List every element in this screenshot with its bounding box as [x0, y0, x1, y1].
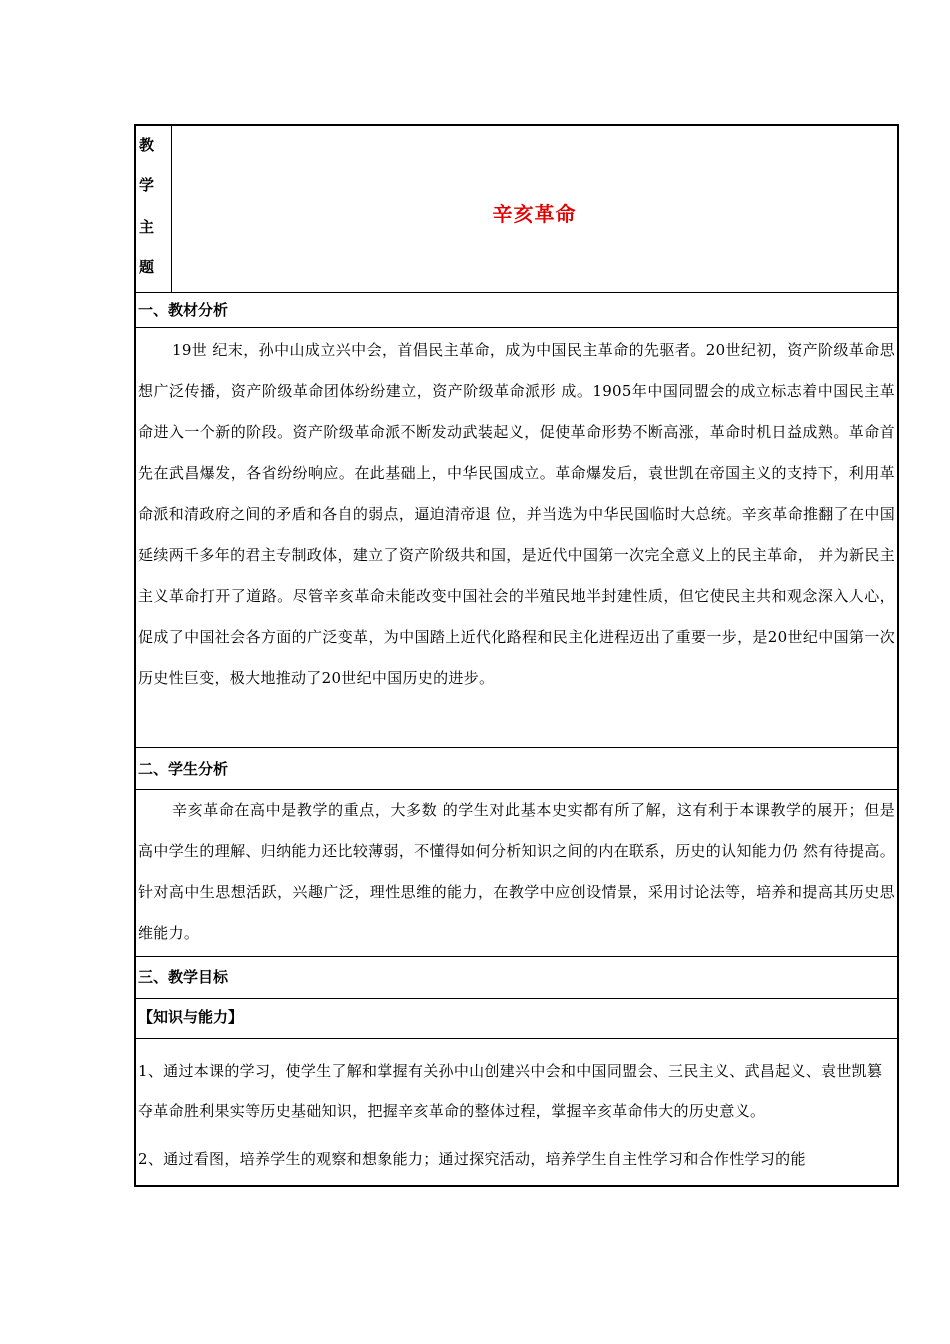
material-body-row [136, 328, 897, 748]
goal-item-1: 1、通过本课的学习，使学生了解和掌握有关孙中山创建兴中会和中国同盟会、三民主义、武昌起义、袁世凯篡夺革命胜利果实等历史基础知识，把握辛亥革命的整体过程，掌握辛亥革命伟大的历史意义。 [138, 1062, 883, 1120]
goals-heading-row [136, 957, 897, 999]
topic-label [136, 126, 172, 292]
goals-body [136, 1039, 897, 1179]
topic-label-char: 题 [139, 258, 155, 276]
lesson-title: 辛亥革命 [492, 202, 577, 226]
topic-label-char: 主 [139, 218, 155, 236]
material-heading-row [136, 293, 897, 328]
topic-row [136, 126, 897, 293]
topic-label-char: 学 [139, 176, 155, 194]
students-text: 辛亥革命在高中是教学的重点，大多数 的学生对此基本史实都有所了解，这有利于本课教学的展开；但是高中学生的理解、归纳能力还比较薄弱，不懂得如何分析知识之间的内在联系，历史的认知能力仍 然有待提高。针对高中生思想活跃，兴趣广泛，理性思维的能力，在教学中应创设情景，采用讨论法等，培养和提高其历史思维能力。 [138, 801, 895, 942]
material-text: 19世 纪末，孙中山成立兴中会，首倡民主革命，成为中国民主革命的先驱者。20世纪初，资产阶级革命思想广泛传播，资产阶级革命团体纷纷建立，资产阶级革命派形 成。1905年中国同盟会的成立标志着中国民主革命进入一个新的阶段。资产阶级革命派不断发动武装起义，促使革命形势不断高涨，革命时机日益成熟。革命首 先在武昌爆发，各省纷纷响应。在此基础上，中华民国成立。革命爆发后，袁世凯在帝国主义的支持下，利用革命派和清政府之间的矛盾和各自的弱点，逼迫清帝退 位，并当选为中华民国临时大总统。辛亥革命推翻了在中国延续两千多年的君主专制政体，建立了资产阶级共和国，是近代中国第一次完全意义上的民主革命， 并为新民主主义革命打开了道路。尽管辛亥革命未能改变中国社会的半殖民地半封建性质，但它使民主共和观念深入人心，促成了中国社会各方面的广泛变革，为中国踏上近代化路程和民主化进程迈出了重要一步，是20世纪中国第一次历史性巨变，极大地推动了20世纪中国历史的进步。 [138, 341, 895, 687]
students-body-row [136, 790, 897, 957]
students-heading-row [136, 748, 897, 790]
goals-subheading: 【知识与能力】 [138, 1008, 244, 1026]
material-heading: 一、教材分析 [138, 301, 229, 319]
goals-subheading-row [136, 999, 897, 1039]
goals-heading: 三、教学目标 [138, 968, 229, 986]
topic-label-char: 教 [139, 136, 155, 154]
lesson-plan-table [134, 124, 899, 1187]
students-heading: 二、学生分析 [138, 760, 229, 778]
goal-item-2: 2、通过看图，培养学生的观察和想象能力；通过探究活动，培养学生自主性学习和合作性学习的能 [138, 1150, 806, 1168]
